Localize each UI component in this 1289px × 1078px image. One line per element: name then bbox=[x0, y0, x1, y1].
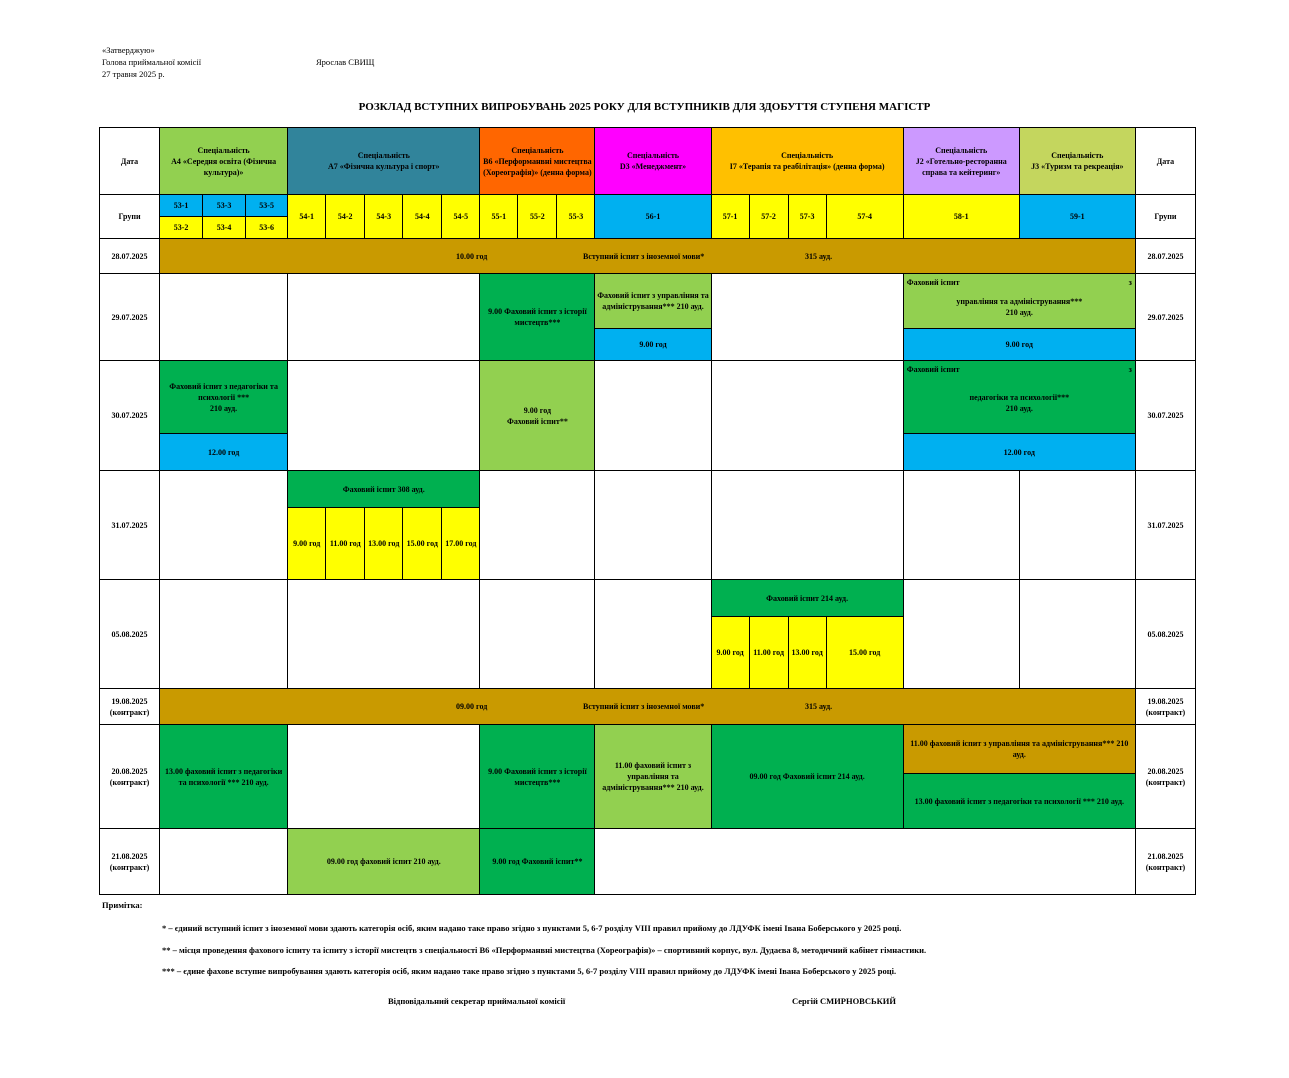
row-date: 05.08.2025 bbox=[100, 580, 160, 689]
group-cell: 54-2 bbox=[326, 195, 365, 239]
group-cell: 59-1 bbox=[1019, 195, 1135, 239]
empty-cell bbox=[160, 580, 288, 689]
group-cell: 55-3 bbox=[557, 195, 595, 239]
empty-cell bbox=[711, 274, 903, 361]
i7-exam-cell: 09.00 год Фаховий іспит 214 ауд. bbox=[711, 725, 903, 829]
a7-time-cell: 13.00 год bbox=[365, 508, 403, 580]
row-date: 29.07.2025 bbox=[100, 274, 160, 361]
group-cell: 53-6 bbox=[246, 217, 288, 239]
group-cell: 54-5 bbox=[442, 195, 480, 239]
group-cell: 55-1 bbox=[480, 195, 518, 239]
empty-cell bbox=[711, 361, 903, 471]
a4-exam-cell: Фаховий іспит з педагогіки та психології *** 210 ауд. bbox=[160, 361, 288, 434]
group-cell: 57-2 bbox=[749, 195, 788, 239]
group-cell: 58-1 bbox=[903, 195, 1019, 239]
row-date-right: 29.07.2025 bbox=[1135, 274, 1195, 361]
row-date-right: 05.08.2025 bbox=[1135, 580, 1195, 689]
empty-cell bbox=[160, 274, 288, 361]
specialty-i7: Спеціальність І7 «Терапія та реабілітація» (денна форма) bbox=[711, 128, 903, 195]
j-exam-cell-top: 11.00 фаховий іспит з управління та адміністрування*** 210 ауд. bbox=[903, 725, 1135, 774]
approval-line: «Затверджую» bbox=[102, 45, 155, 55]
group-cell: 57-3 bbox=[788, 195, 826, 239]
note-3: *** – єдине фахове вступне випробування здають категорія осіб, яким надано таке право згідно з пунктами 5, 6-7 розділу VIII правил прийому до ЛДУФК імені Івана Боберського у 2025 році. bbox=[162, 966, 897, 976]
schedule-table bbox=[99, 127, 1196, 895]
note-1: * – єдиний вступний іспит з іноземної мови здають категорія осіб, яким надано таке право згідно з пунктами 5, 6-7 розділу VIII правил прийому до ЛДУФК імені Івана Боберського у 2025 році. bbox=[162, 923, 902, 933]
d3-exam-cell: Фаховий іспит з управління та адміністрування*** 210 ауд. bbox=[595, 274, 711, 329]
i7-exam-cell: Фаховий іспит 214 ауд. bbox=[711, 580, 903, 617]
specialty-j2: Спеціальність J2 «Готельно-ресторанна справа та кейтеринг» bbox=[903, 128, 1019, 195]
groups-header: Групи bbox=[100, 195, 160, 239]
approval-signer: Ярослав СВИЩ bbox=[316, 57, 375, 67]
exam-time: 10.00 год bbox=[456, 252, 488, 261]
b6-exam-cell: 9.00 год Фаховий іспит** bbox=[480, 361, 595, 471]
row-date-right: 30.07.2025 bbox=[1135, 361, 1195, 471]
j-time-cell: 12.00 год bbox=[903, 434, 1135, 471]
row-date-right: 31.07.2025 bbox=[1135, 471, 1195, 580]
row-date-right: 20.08.2025 (контракт) bbox=[1135, 725, 1195, 829]
row-date: 28.07.2025 bbox=[100, 239, 160, 274]
row-date: 31.07.2025 bbox=[100, 471, 160, 580]
specialty-a4: Спеціальність А4 «Середня освіта (Фізична культура)» bbox=[160, 128, 288, 195]
b6-exam-cell: 9.00 Фаховий іспит з історії мистецтв*** bbox=[480, 725, 595, 829]
approval-date: 27 травня 2025 р. bbox=[102, 69, 165, 79]
row-date: 30.07.2025 bbox=[100, 361, 160, 471]
empty-cell bbox=[288, 725, 480, 829]
group-cell: 57-1 bbox=[711, 195, 749, 239]
j-time-cell: 9.00 год bbox=[903, 329, 1135, 361]
a7-exam-cell: Фаховий іспит 308 ауд. bbox=[288, 471, 480, 508]
row-date-right: 21.08.2025 (контракт) bbox=[1135, 829, 1195, 895]
notes-heading: Примітка: bbox=[102, 900, 143, 910]
specialty-j3: Спеціальність J3 «Туризм та рекреація» bbox=[1019, 128, 1135, 195]
page-title: РОЗКЛАД ВСТУПНИХ ВИПРОБУВАНЬ 2025 РОКУ ДЛЯ ВСТУПНИКІВ ДЛЯ ЗДОБУТТЯ СТУПЕНЯ МАГІСТР bbox=[358, 101, 931, 113]
j-exam-cell: Фаховий іспит з педагогіки та психології*** 210 ауд. bbox=[903, 361, 1135, 434]
secretary-name: Сергій СМИРНОВСЬКИЙ bbox=[792, 996, 896, 1006]
empty-cell bbox=[595, 580, 711, 689]
foreign-language-exam bbox=[160, 689, 1136, 725]
group-cell: 54-1 bbox=[288, 195, 326, 239]
group-cell: 54-3 bbox=[365, 195, 403, 239]
empty-cell bbox=[288, 361, 480, 471]
row-date: 20.08.2025 (контракт) bbox=[100, 725, 160, 829]
empty-cell bbox=[480, 580, 595, 689]
empty-cell bbox=[288, 580, 480, 689]
foreign-language-exam bbox=[160, 239, 1136, 274]
j-exam-cell: Фаховий іспит з управління та адміністрування*** 210 ауд. bbox=[903, 274, 1135, 329]
approval-position: Голова приймальної комісії bbox=[102, 57, 202, 67]
i7-time-cell: 9.00 год bbox=[711, 617, 749, 689]
a7-time-cell: 17.00 год bbox=[442, 508, 480, 580]
group-cell: 56-1 bbox=[595, 195, 711, 239]
secretary-role: Відповідальний секретар приймальної комісії bbox=[388, 996, 566, 1006]
empty-cell bbox=[595, 471, 711, 580]
group-cell: 53-1 bbox=[160, 195, 203, 217]
empty-cell bbox=[711, 471, 903, 580]
a7-exam-cell: 09.00 год фаховий іспит 210 ауд. bbox=[288, 829, 480, 895]
j-exam-cell-bottom: 13.00 фаховий іспит з педагогіки та психології *** 210 ауд. bbox=[903, 774, 1135, 829]
exam-room: 315 ауд. bbox=[805, 252, 833, 261]
row-date-right: 28.07.2025 bbox=[1135, 239, 1195, 274]
empty-cell bbox=[480, 471, 595, 580]
specialty-a7: Спеціальність А7 «Фізична культура і спорт» bbox=[288, 128, 480, 195]
specialty-b6: Спеціальність В6 «Перформанвні мистецтва (Хореографія)» (денна форма) bbox=[480, 128, 595, 195]
group-cell: 55-2 bbox=[518, 195, 557, 239]
b6-exam-cell: 9.00 Фаховий іспит з історії мистецтв*** bbox=[480, 274, 595, 361]
a7-time-cell: 11.00 год bbox=[326, 508, 365, 580]
empty-cell bbox=[903, 471, 1019, 580]
exam-room: 315 ауд. bbox=[805, 702, 833, 711]
date-header-right: Дата bbox=[1135, 128, 1195, 195]
group-cell: 53-5 bbox=[246, 195, 288, 217]
note-2: ** – місця проведення фахового іспиту та іспиту з історії мистецтв з спеціальності В6 «Перформанвні мистецтва (Хореографія)» – спортивний корпус, вул. Дудаєва 8, методичний кабінет гімнастики. bbox=[162, 945, 927, 955]
i7-time-cell: 13.00 год bbox=[788, 617, 826, 689]
empty-cell bbox=[595, 361, 711, 471]
group-cell: 54-4 bbox=[403, 195, 442, 239]
a4-exam-cell: 13.00 фаховий іспит з педагогіки та психології *** 210 ауд. bbox=[160, 725, 288, 829]
i7-time-cell: 15.00 год bbox=[826, 617, 903, 689]
b6-exam-cell: 9.00 год Фаховий іспит** bbox=[480, 829, 595, 895]
empty-cell bbox=[595, 829, 1135, 895]
date-header: Дата bbox=[100, 128, 160, 195]
empty-cell bbox=[160, 829, 288, 895]
a7-time-cell: 9.00 год bbox=[288, 508, 326, 580]
exam-title: Вступний іспит з іноземної мови* bbox=[583, 252, 705, 261]
group-cell: 53-4 bbox=[203, 217, 246, 239]
empty-cell bbox=[160, 471, 288, 580]
row-date-right: 19.08.2025 (контракт) bbox=[1135, 689, 1195, 725]
exam-title: Вступний іспит з іноземної мови* bbox=[583, 702, 705, 711]
groups-header-right: Групи bbox=[1135, 195, 1195, 239]
a7-time-cell: 15.00 год bbox=[403, 508, 442, 580]
a4-time-cell: 12.00 год bbox=[160, 434, 288, 471]
group-cell: 53-3 bbox=[203, 195, 246, 217]
group-cell: 53-2 bbox=[160, 217, 203, 239]
row-date: 21.08.2025 (контракт) bbox=[100, 829, 160, 895]
specialty-d3: Спеціальність D3 «Менеджмент» bbox=[595, 128, 711, 195]
empty-cell bbox=[1019, 471, 1135, 580]
group-cell: 57-4 bbox=[826, 195, 903, 239]
empty-cell bbox=[903, 580, 1019, 689]
empty-cell bbox=[1019, 580, 1135, 689]
d3-exam-cell: 11.00 фаховий іспит з управління та адміністрування*** 210 ауд. bbox=[595, 725, 711, 829]
i7-time-cell: 11.00 год bbox=[749, 617, 788, 689]
approval-block bbox=[102, 44, 375, 80]
row-date: 19.08.2025 (контракт) bbox=[100, 689, 160, 725]
empty-cell bbox=[288, 274, 480, 361]
exam-time: 09.00 год bbox=[456, 702, 488, 711]
d3-time-cell: 9.00 год bbox=[595, 329, 711, 361]
